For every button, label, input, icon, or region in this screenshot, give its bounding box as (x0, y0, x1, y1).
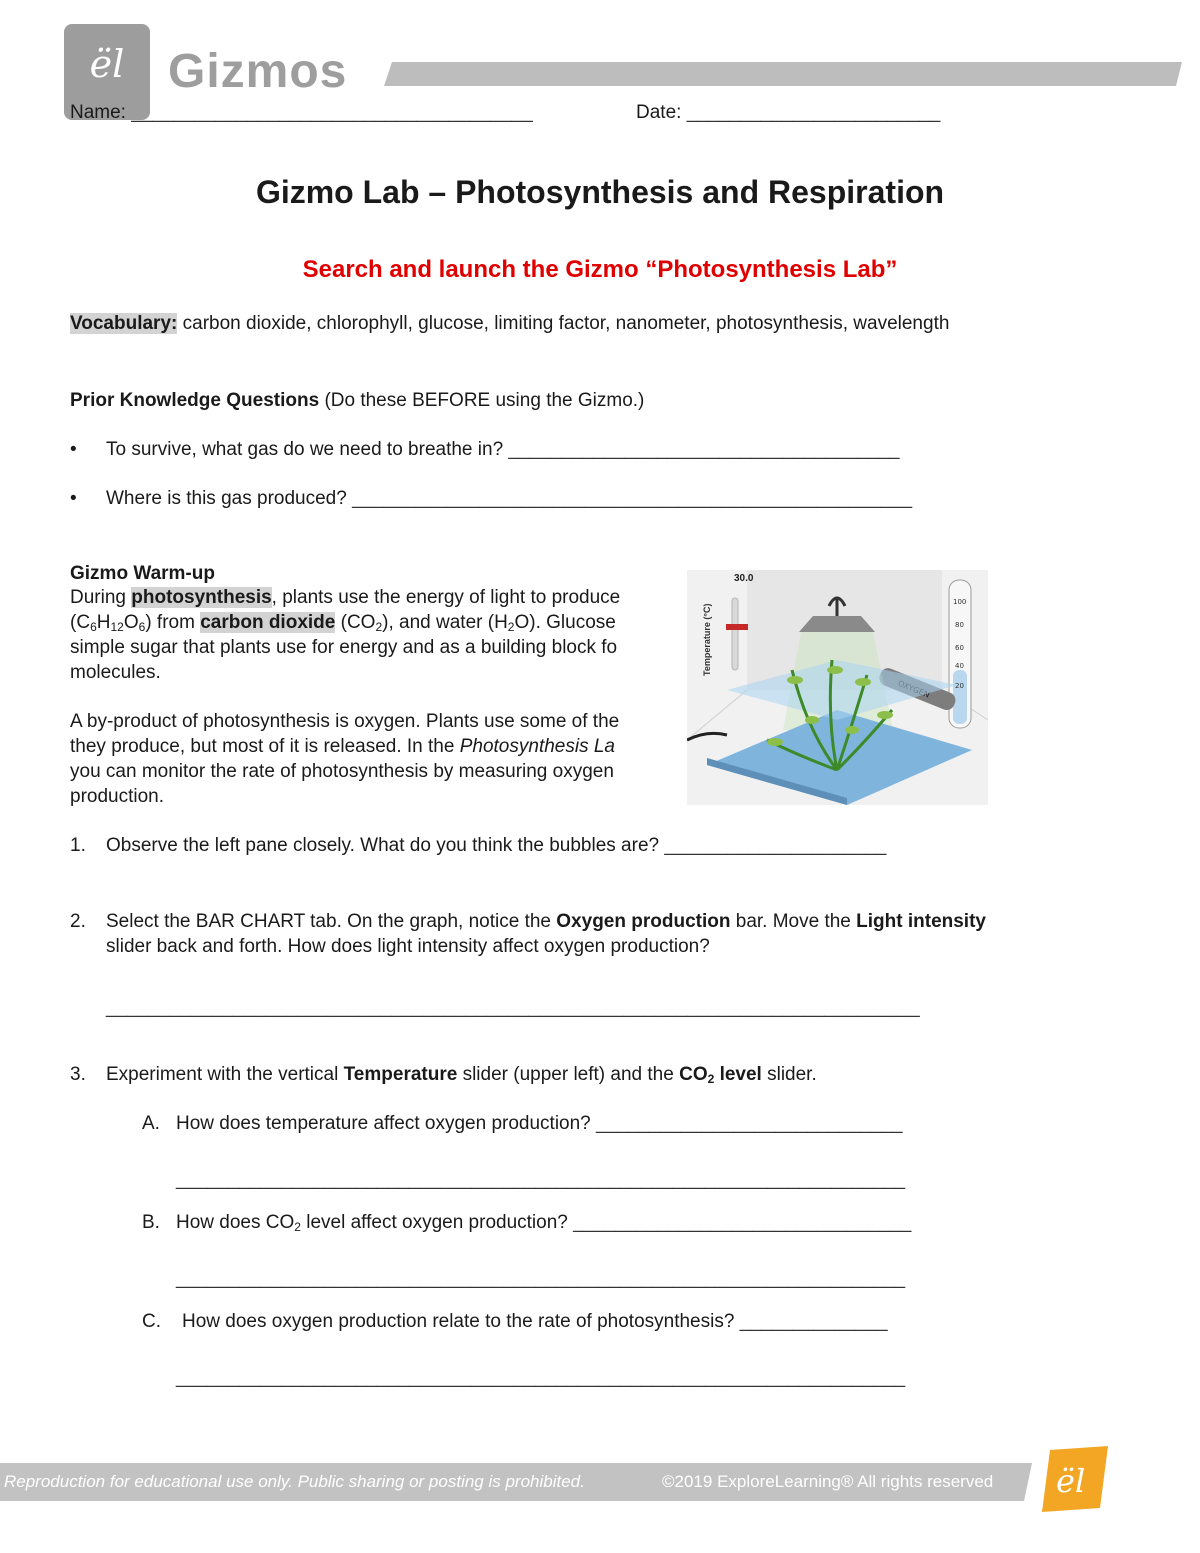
subquestion-b-label: B. (142, 1212, 160, 1233)
subquestion-c (182, 1309, 888, 1334)
question-1-answer-line[interactable]: _____________________ (664, 835, 887, 856)
prior-question-1 (106, 437, 899, 462)
question-text: slider. (767, 1064, 817, 1085)
subquestion-b (176, 1210, 911, 1235)
warmup-text: During (70, 587, 126, 608)
subquestion-a (176, 1111, 902, 1136)
bullet-2: • (70, 488, 77, 509)
warmup-line-3: simple sugar that plants use for energy and as a building block fo (70, 637, 618, 658)
date-field[interactable] (636, 100, 940, 125)
prior-knowledge-heading (70, 388, 644, 413)
temperature-readout: 30.0 (734, 573, 754, 584)
question-2-number: 2. (70, 911, 86, 932)
scale-100: 100 (953, 598, 967, 606)
subquestion-c-label: C. (142, 1311, 161, 1332)
warmup-line-2 (70, 610, 616, 635)
scale-20: 20 (955, 682, 964, 690)
prior-answer-1-line[interactable]: _____________________________________ (508, 439, 900, 460)
gizmo-name: Photosynthesis La (459, 736, 615, 757)
svg-text:ël: ël (1056, 1462, 1086, 1500)
scale-80: 80 (955, 621, 964, 629)
warmup-p2-line-2 (70, 734, 615, 759)
question-2-answer-line[interactable]: _____________________________________________________________________________ (106, 997, 920, 1018)
warmup-text: ) from (145, 612, 195, 633)
prior-question-2 (106, 486, 912, 511)
subquestion-c-answer-line[interactable]: ______________ (739, 1311, 888, 1332)
explorelearning-logo: ël (89, 42, 125, 86)
question-2-line-2: slider back and forth. How does light intensity affect oxygen production? (106, 936, 710, 957)
subquestion-c-text: How does oxygen production relate to the rate of photosynthesis? (182, 1311, 735, 1332)
warmup-line-4: molecules. (70, 662, 161, 683)
name-line: ______________________________________ (131, 102, 533, 123)
warmup-heading: Gizmo Warm-up (70, 563, 215, 584)
footer-copyright: ©2019 ExploreLearning® All rights reserved (662, 1472, 994, 1491)
date-label: Date: (636, 102, 682, 123)
question-3 (106, 1062, 817, 1087)
warmup-p2-line-4: production. (70, 786, 165, 807)
warmup-text: they produce, but most of it is released. In the (70, 736, 455, 757)
question-text: slider (upper left) and the (462, 1064, 674, 1085)
subquestion-a-label: A. (142, 1113, 160, 1134)
temperature-axis-label: Temperature (°C) (702, 603, 712, 676)
subquestion-b-answer-line[interactable]: ________________________________ (573, 1212, 912, 1233)
subquestion-a-answer-line[interactable]: _____________________________ (596, 1113, 903, 1134)
bullet-1: • (70, 439, 77, 460)
scale-40: 40 (955, 662, 964, 670)
question-3-number: 3. (70, 1064, 86, 1085)
prior-note: (Do these BEFORE using the Gizmo.) (324, 390, 645, 411)
warmup-p2-line-3: you can monitor the rate of photosynthesis by measuring oxygen (70, 761, 614, 782)
prior-question-2-text: Where is this gas produced? (106, 488, 347, 509)
term-oxygen-production: Oxygen production (556, 911, 731, 932)
explorelearning-footer-logo (1038, 1446, 1108, 1512)
name-label: Name: (70, 102, 126, 123)
vocabulary-line (70, 311, 949, 336)
question-1-text: Observe the left pane closely. What do you think the bubbles are? (106, 835, 660, 856)
page-subtitle: Search and launch the Gizmo “Photosynthesis Lab” (302, 256, 898, 283)
photosynthesis-lab-figure (687, 570, 988, 805)
subquestion-a-answer-line-2[interactable]: _____________________________________________________________________ (176, 1169, 906, 1190)
subquestion-a-text: How does temperature affect oxygen production? (176, 1113, 591, 1134)
vocabulary-terms: carbon dioxide, chlorophyll, glucose, limiting factor, nanometer, photosynthesis, wavelength (182, 313, 950, 334)
temperature-slider-thumb (726, 624, 748, 630)
page-title: Gizmo Lab – Photosynthesis and Respiration (255, 174, 945, 210)
temperature-slider-track (732, 598, 738, 670)
glucose-formula: ($C_6H_{12}O_6$ (70, 612, 146, 634)
term-carbon-dioxide: carbon dioxide (200, 612, 336, 633)
gizmos-brand: Gizmos (168, 45, 348, 98)
question-1-number: 1. (70, 835, 86, 856)
prior-heading: Prior Knowledge Questions (70, 390, 320, 411)
term-co2-level: $CO_2$ level (679, 1064, 762, 1086)
name-field[interactable] (70, 100, 533, 125)
question-1 (106, 833, 886, 858)
header-bar (384, 62, 1182, 86)
date-line: ________________________ (686, 102, 941, 123)
warmup-text: , plants use the energy of light to produce (271, 587, 621, 608)
subquestion-b-text: How does $CO_2$ level affect oxygen production? (176, 1212, 568, 1234)
term-photosynthesis: photosynthesis (131, 587, 272, 608)
warmup-p2-line-1: A by-product of photosynthesis is oxygen. Plants use some of the (70, 711, 620, 732)
scale-60: 60 (955, 644, 964, 652)
question-text: Select the BAR CHART tab. On the graph, notice the (106, 911, 551, 932)
prior-question-1-text: To survive, what gas do we need to breathe in? (106, 439, 504, 460)
question-2-line-1 (106, 909, 986, 934)
term-temperature: Temperature (343, 1064, 458, 1085)
vocabulary-label: Vocabulary: (70, 313, 178, 334)
warmup-line-1 (70, 585, 620, 610)
co2-formula: $(CO_2)$, and water $(H_2O)$. Glucose (340, 612, 616, 634)
prior-answer-2-line[interactable]: _____________________________________________________ (352, 488, 913, 509)
term-light-intensity: Light intensity (856, 911, 986, 932)
question-text: bar. Move the (735, 911, 851, 932)
footer-disclaimer: Reproduction for educational use only. Public sharing or posting is prohibited. (4, 1472, 585, 1491)
subquestion-c-answer-line-2[interactable]: _____________________________________________________________________ (176, 1367, 906, 1388)
question-text: Experiment with the vertical (106, 1064, 339, 1085)
subquestion-b-answer-line-2[interactable]: _____________________________________________________________________ (176, 1268, 906, 1289)
